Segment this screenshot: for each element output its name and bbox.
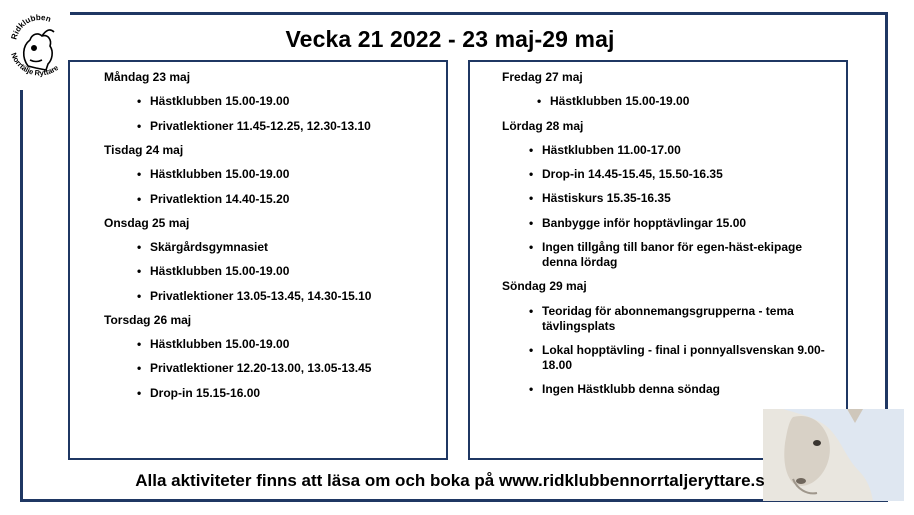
list-item: • Hästiskurs 15.35-16.35 — [529, 191, 671, 205]
logo-bottom-text: Norrtälje Ryttare — [9, 51, 61, 78]
list-item: • Hästklubben 15.00-19.00 — [537, 94, 690, 108]
day-heading-wednesday: Onsdag 25 maj — [104, 216, 190, 230]
list-item: • Hästklubben 15.00-19.00 — [137, 264, 290, 278]
logo-top-text: Ridklubben — [9, 12, 53, 41]
day-heading-thursday: Torsdag 26 maj — [104, 313, 192, 327]
list-item: • Privatlektioner 13.05-13.45, 14.30-15.10 — [137, 289, 372, 303]
day-heading-friday: Fredag 27 maj — [502, 70, 583, 84]
left-schedule-panel — [68, 60, 448, 460]
footer-text: Alla aktiviteter finns att läsa om och boka på www.ridklubbennorrtaljeryttare.s — [135, 471, 765, 490]
day-heading-sunday: Söndag 29 maj — [502, 279, 587, 293]
day-heading-saturday: Lördag 28 maj — [502, 119, 584, 133]
right-schedule-panel — [468, 60, 848, 460]
list-item: • Privatlektioner 11.45-12.25, 12.30-13.10 — [137, 119, 371, 133]
list-item: • Ingen tillgång till banor för egen-häst-ekipage denna lördag — [529, 240, 803, 269]
list-item: • Drop-in 15.15-16.00 — [137, 386, 261, 400]
page-title: Vecka 21 2022 - 23 maj-29 maj — [285, 26, 615, 52]
day-heading-tuesday: Tisdag 24 maj — [104, 143, 184, 157]
list-item: • Teoridag för abonnemangsgrupperna - tema tävlingsplats — [529, 304, 794, 333]
list-item: • Ingen Hästklubb denna söndag — [529, 382, 721, 396]
list-item: • Hästklubben 15.00-19.00 — [137, 94, 290, 108]
day-heading-monday: Måndag 23 maj — [104, 70, 191, 84]
list-item: • Hästklubben 11.00-17.00 — [529, 143, 681, 157]
list-item: • Privatlektioner 12.20-13.00, 13.05-13.45 — [137, 361, 372, 375]
list-item: • Skärgårdsgymnasiet — [137, 240, 269, 254]
list-item: • Hästklubben 15.00-19.00 — [137, 337, 290, 351]
list-item: • Hästklubben 15.00-19.00 — [137, 167, 290, 181]
list-item: • Lokal hopptävling - final i ponnyallsvenskan 9.00-18.00 — [529, 343, 825, 372]
list-item: • Banbygge inför hopptävlingar 15.00 — [529, 216, 747, 230]
list-item: • Privatlektion 14.40-15.20 — [137, 192, 290, 206]
list-item: • Drop-in 14.45-15.45, 15.50-16.35 — [529, 167, 723, 181]
